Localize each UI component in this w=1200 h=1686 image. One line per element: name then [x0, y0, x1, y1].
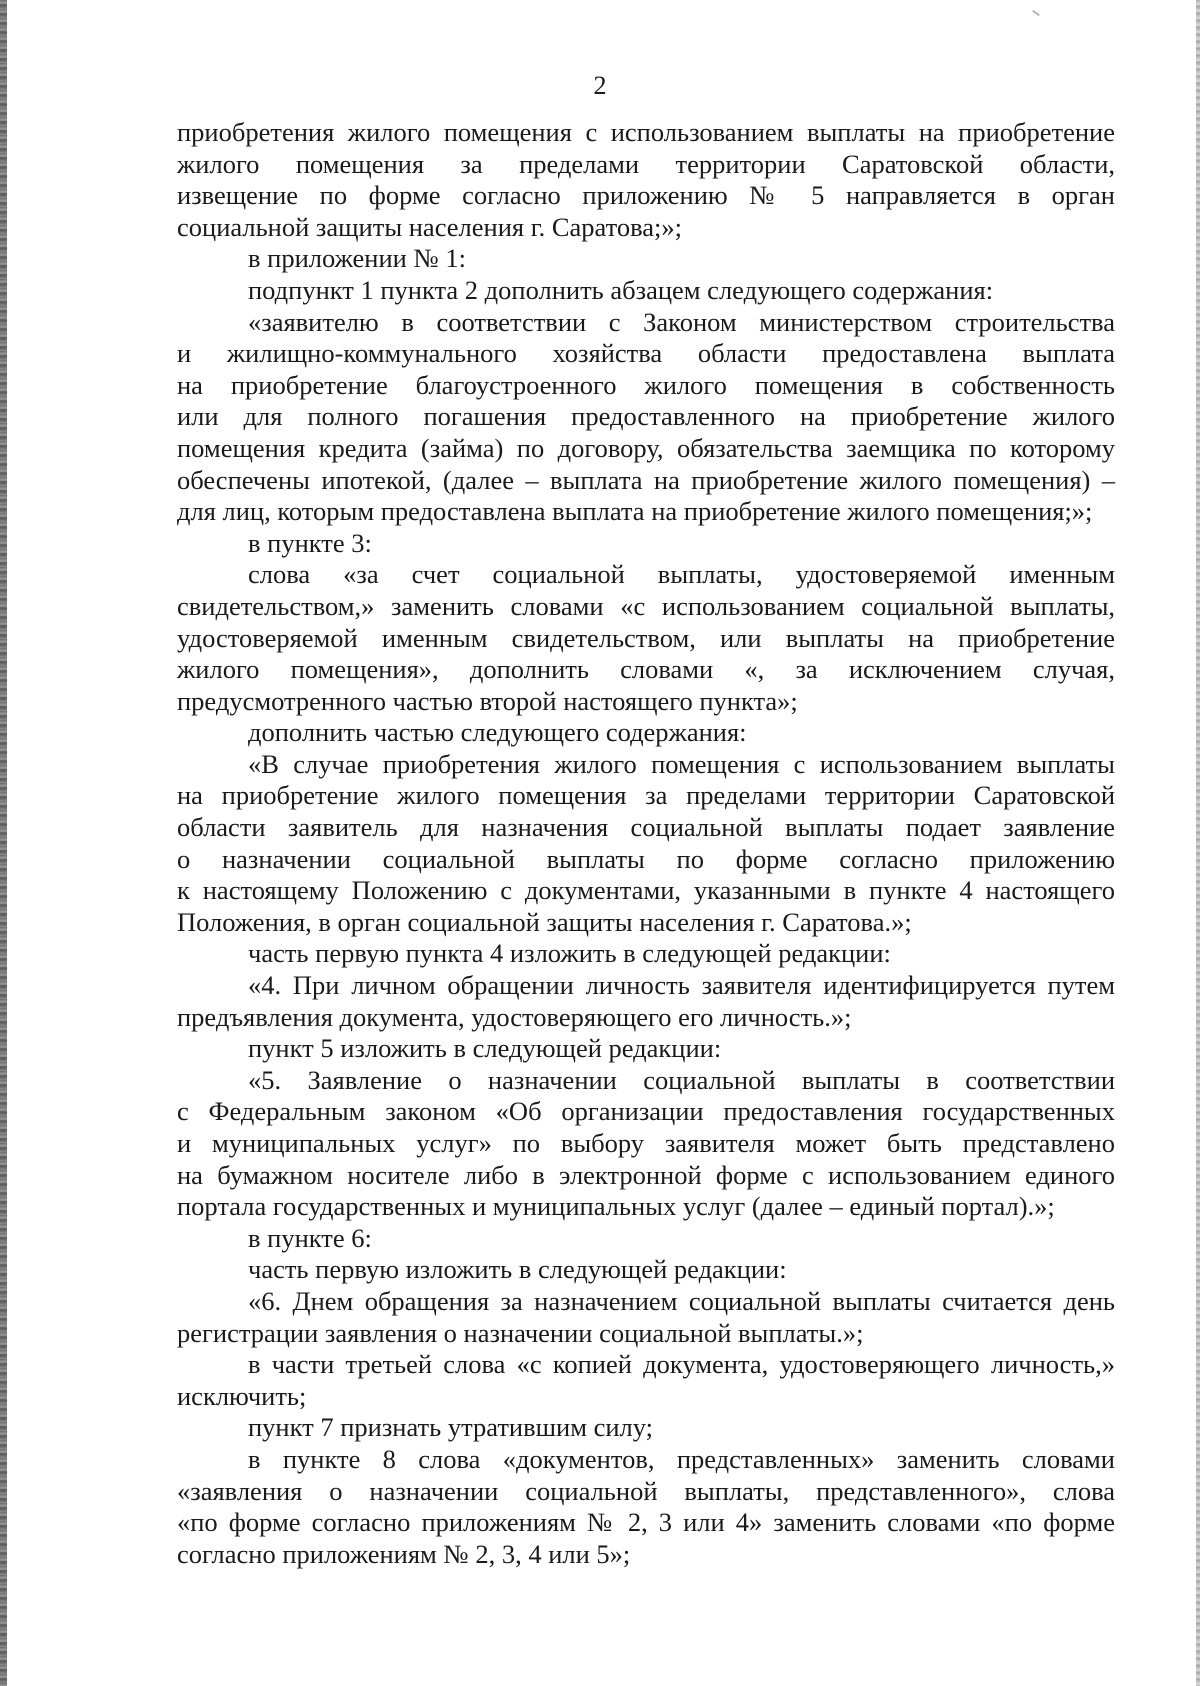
text-line: в пункте 6: [248, 1222, 372, 1253]
text-line: «заявителю в соответствии с Законом министерством строительства [248, 306, 1115, 337]
text-line: или для полного погашения предоставленного на приобретение жилого [177, 401, 1115, 432]
text-line: «заявления о назначении социальной выплаты, представленного», слова [177, 1475, 1115, 1506]
text-line: «по форме согласно приложениям № 2, 3 или 4» заменить словами «по форме [177, 1507, 1115, 1538]
text-line: регистрации заявления о назначении социальной выплаты.»; [177, 1317, 864, 1348]
text-line: и жилищно-коммунального хозяйства области предоставлена выплата [177, 338, 1115, 369]
text-line: жилого помещения», дополнить словами «, за исключением случая, [177, 654, 1115, 685]
text-line: к настоящему Положению с документами, указанными в пункте 4 настоящего [177, 875, 1115, 906]
text-line: в приложении № 1: [248, 243, 466, 274]
text-line: на бумажном носителе либо в электронной форме с использованием единого [177, 1159, 1115, 1190]
text-line: предусмотренного частью второй настоящего пункта»; [177, 685, 798, 716]
text-line: «4. При личном обращении личность заявителя идентифицируется путем [248, 970, 1115, 1001]
text-line: приобретения жилого помещения с использованием выплаты на приобретение [177, 117, 1115, 147]
page-number: 2 [593, 71, 607, 100]
text-line: жилого помещения за пределами территории Саратовской области, [177, 148, 1115, 179]
text-line: на приобретение благоустроенного жилого помещения в собственность [177, 369, 1115, 400]
text-line: свидетельством,» заменить словами «с использованием социальной выплаты, [177, 590, 1115, 621]
text-line: «5. Заявление о назначении социальной выплаты в соответствии [248, 1064, 1115, 1095]
text-line: извещение по форме согласно приложению № 5 направляется в орган [177, 180, 1115, 211]
scan-speck [1032, 10, 1040, 16]
scan-edge-right [1196, 0, 1200, 1686]
text-line: «В случае приобретения жилого помещения с использованием выплаты [248, 748, 1115, 779]
text-line: согласно приложениям № 2, 3, 4 или 5»; [177, 1538, 631, 1569]
text-line: и муниципальных услуг» по выбору заявителя может быть представлено [177, 1128, 1115, 1158]
text-line: социальной защиты населения г. Саратова;»; [177, 211, 682, 242]
text-line: часть первую пункта 4 изложить в следующей редакции: [248, 938, 891, 969]
text-line: в пункте 8 слова «документов, представленных» заменить словами [248, 1443, 1115, 1474]
text-line: обеспечены ипотекой, (далее – выплата на приобретение жилого помещения) – [177, 464, 1115, 495]
text-line: дополнить частью следующего содержания: [248, 717, 747, 748]
text-line: для лиц, которым предоставлена выплата на приобретение жилого помещения;»; [177, 496, 1093, 527]
text-line: слова «за счет социальной выплаты, удостоверяемой именным [248, 559, 1115, 590]
scan-edge-left [0, 0, 7, 1686]
text-line: на приобретение жилого помещения за пределами территории Саратовской [177, 780, 1115, 811]
text-line: помещения кредита (займа) по договору, обязательства заемщика по которому [177, 432, 1115, 463]
text-line: подпункт 1 пункта 2 дополнить абзацем следующего содержания: [248, 274, 994, 305]
text-line: «6. Днем обращения за назначением социальной выплаты считается день [248, 1285, 1115, 1316]
text-line: о назначении социальной выплаты по форме согласно приложению [177, 843, 1115, 874]
text-line: в части третьей слова «с копией документа, удостоверяющего личность,» [248, 1349, 1115, 1380]
text-line: Положения, в орган социальной защиты населения г. Саратова.»; [177, 906, 912, 937]
text-line: удостоверяемой именным свидетельством, или выплаты на приобретение [177, 622, 1115, 653]
text-line: с Федеральным законом «Об организации предоставления государственных [177, 1096, 1115, 1127]
text-line: пункт 5 изложить в следующей редакции: [248, 1033, 722, 1064]
text-line: исключить; [177, 1380, 307, 1411]
text-line: области заявитель для назначения социальной выплаты подает заявление [177, 812, 1115, 843]
document-body [177, 117, 1115, 1570]
text-line: часть первую изложить в следующей редакции: [248, 1254, 787, 1285]
text-line: в пункте 3: [248, 527, 372, 558]
text-line: предъявления документа, удостоверяющего его личность.»; [177, 1001, 852, 1032]
text-line: портала государственных и муниципальных услуг (далее – единый портал).»; [177, 1191, 1055, 1222]
text-line: пункт 7 признать утратившим силу; [248, 1412, 654, 1443]
